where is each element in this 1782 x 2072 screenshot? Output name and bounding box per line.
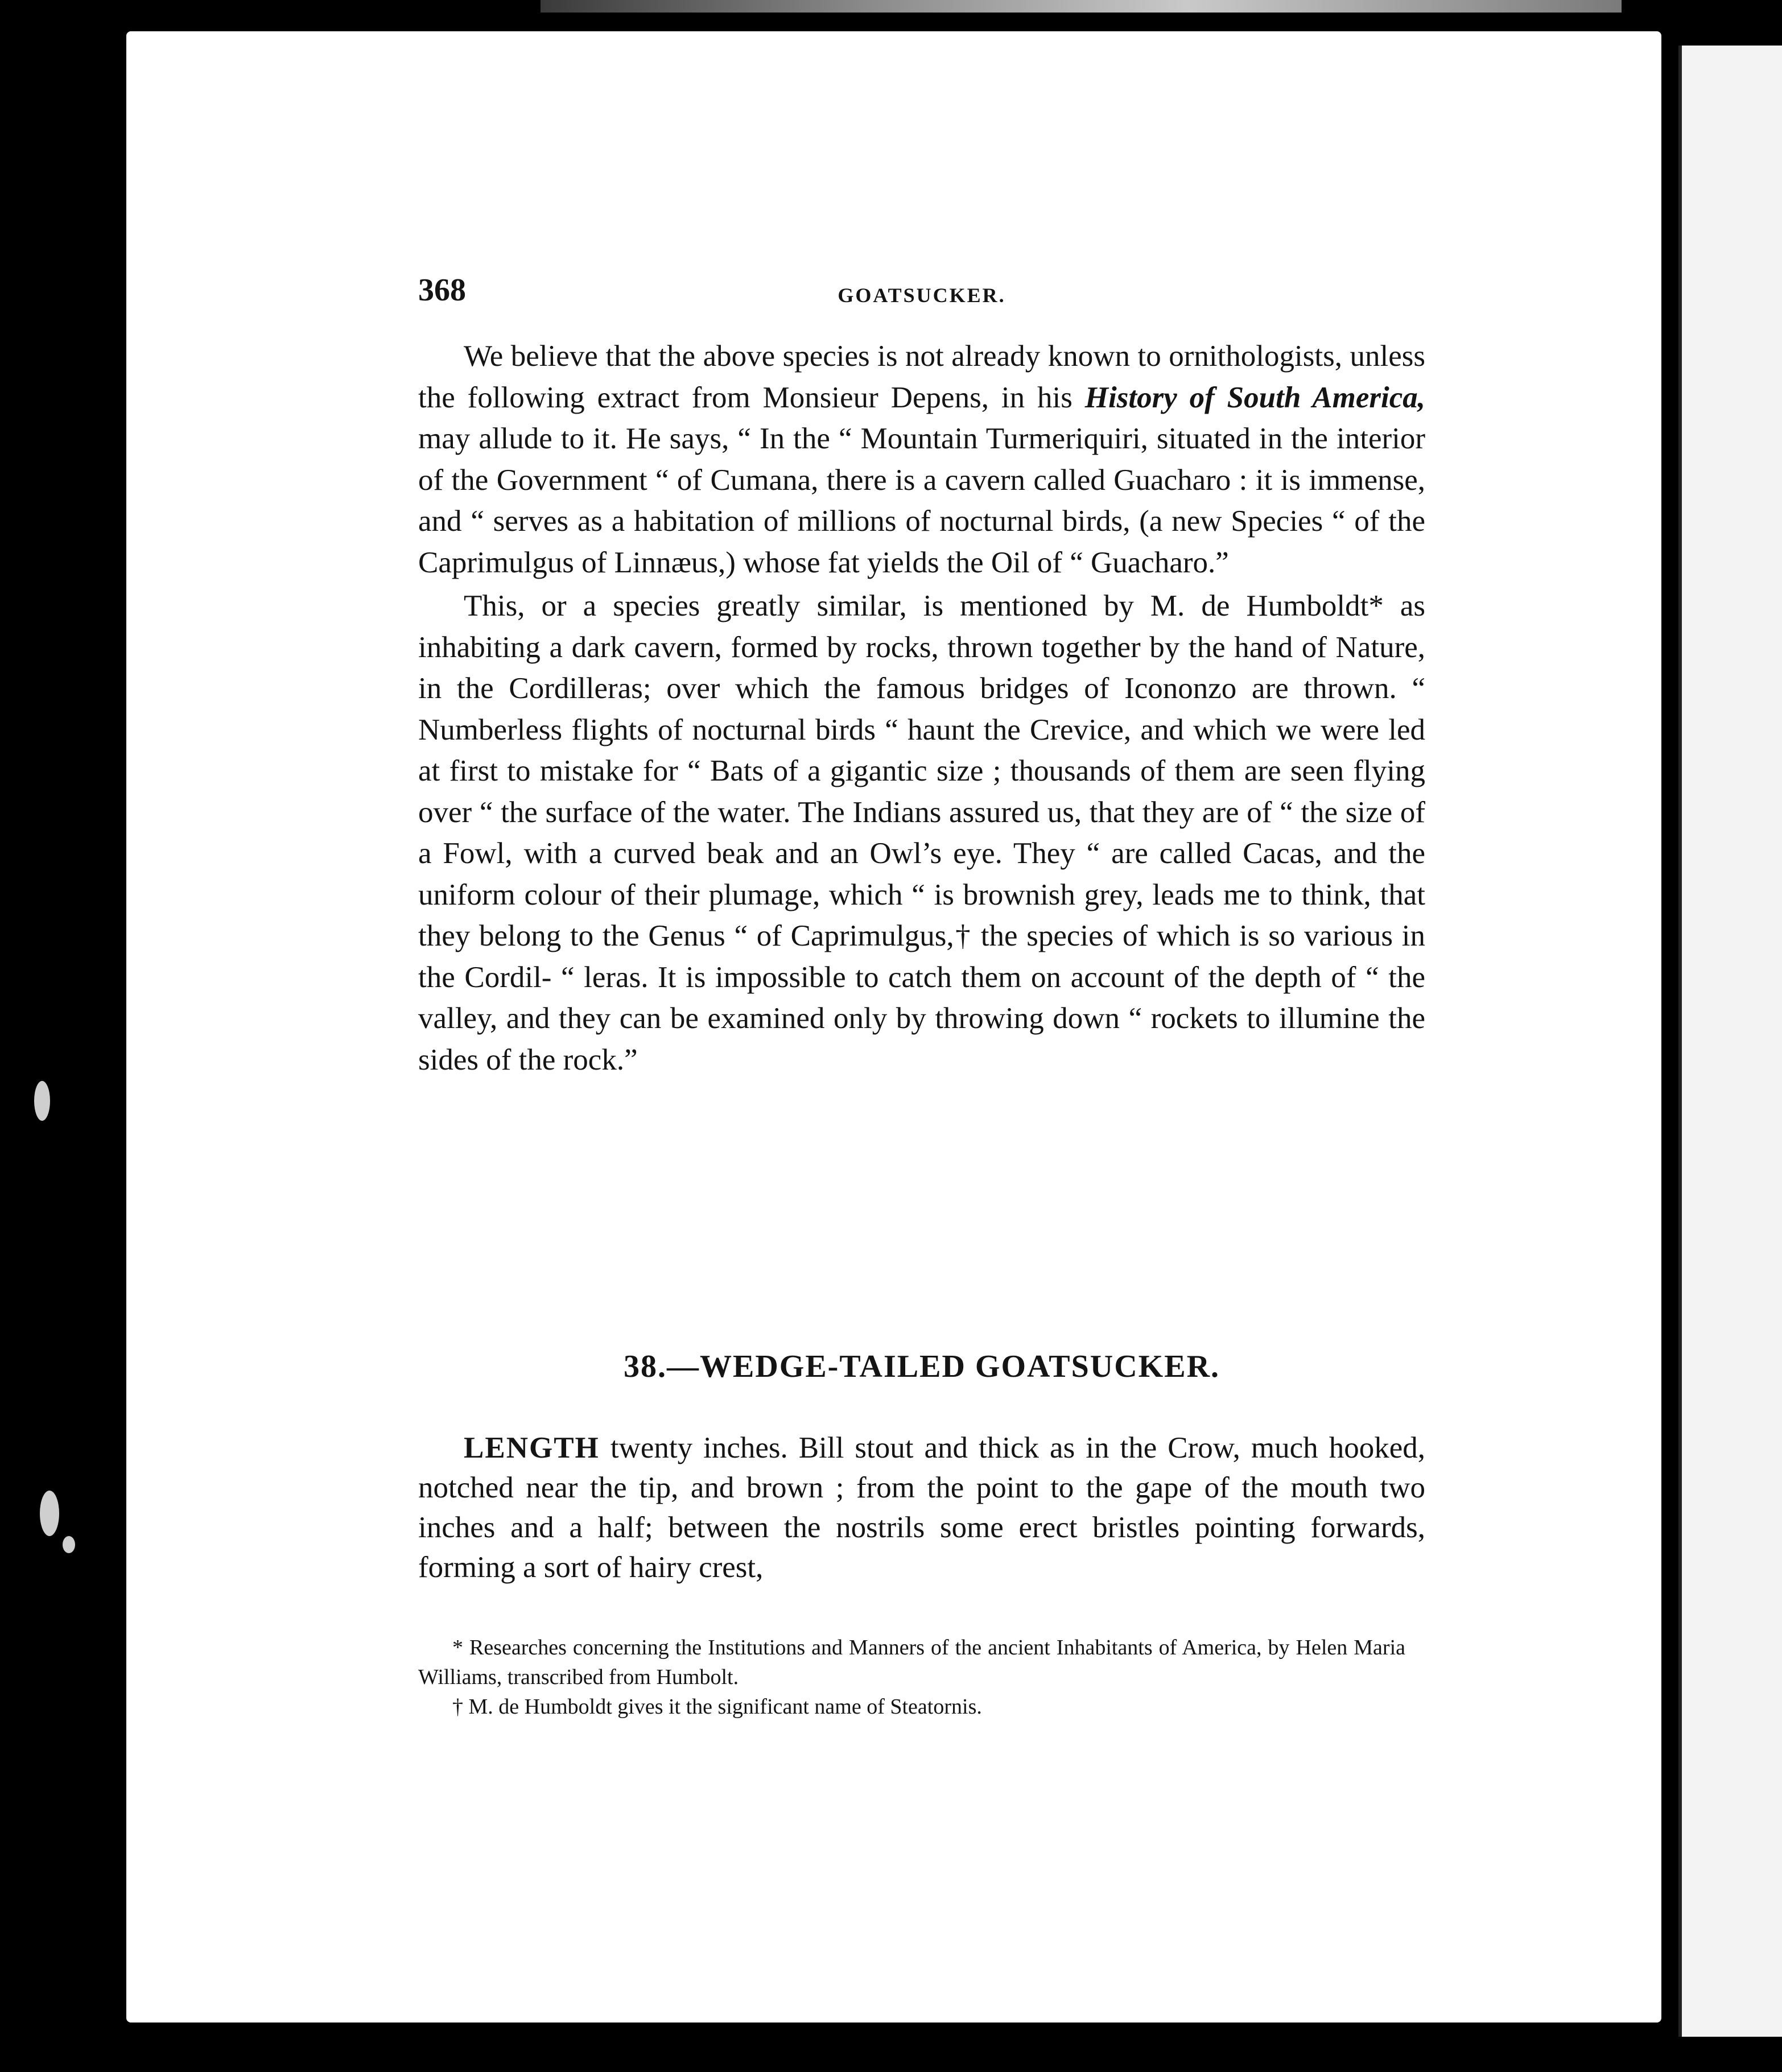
page-header: [418, 272, 1425, 312]
section-lead-word: LENGTH: [464, 1431, 600, 1464]
main-text: [418, 336, 1425, 1080]
paragraph-depens-after: may allude to it. He says, “ In the “ Mountain Turmeriquiri, situated in the interior of the Government “ of Cumana, there is a cavern called Guacharo : it is immense, and “ serves as a habitation of millions of nocturnal birds, (a new Species “ of the Caprimulgus of Linnæus,) whose fat yields the Oil of “ Guacharo.”: [418, 422, 1425, 579]
scan-speck: [40, 1491, 59, 1536]
footnote-dagger: † M. de Humboldt gives it the significant name of Steatornis.: [452, 1695, 982, 1719]
section-paragraph: [418, 1428, 1425, 1587]
paragraph-humboldt: This, or a species greatly similar, is mentioned by M. de Humboldt* as inhabiting a dark cavern, formed by rocks, thrown together by the hand of Nature, in the Cordilleras; over which the famous bridges of Icononzo are thrown. “ Numberless flights of nocturnal birds “ haunt the Crevice, and which we were led at first to mistake for “ Bats of a gigantic size ; thousands of them are seen flying over “ the surface of the water. The Indians assured us, that they are of “ the size of a Fowl, with a curved beak and an Owl’s eye. They “ are called Cacas, and the uniform colour of their plumage, which “ is brownish grey, leads me to think, that they belong to the Genus “ of Caprimulgus,† the species of which is so various in the Cordil- “ leras. It is impossible to catch them on account of the depth of “ the valley, and they can be examined only by throwing down “ rockets to illumine the sides of the rock.”: [418, 589, 1425, 1076]
section-title: 38.—WEDGE-TAILED GOATSUCKER.: [623, 1349, 1220, 1384]
scan-speck: [63, 1536, 75, 1553]
page-number: 368: [418, 273, 466, 308]
paragraph-depens-before: We believe that the above species is not already known to ornithologists, unless the following extract from Monsieur Depens, in his: [418, 340, 1425, 414]
book-title: History of South America,: [1084, 381, 1426, 414]
running-head: GOATSUCKER.: [838, 284, 1006, 307]
footnote-star: * Researches concerning the Institutions and Manners of the ancient Inhabitants of America, by Helen Maria Williams, transcribed from Humbolt.: [418, 1636, 1405, 1689]
section-paragraph-text: twenty inches. Bill stout and thick as in the Crow, much hooked, notched near the tip, and brown ; from the point to the gape of the mouth two inches and a half; between the nostrils some erect bristles pointing forwards, forming a sort of hairy crest,: [418, 1431, 1425, 1584]
section-body: [418, 1428, 1425, 1587]
paragraph-depens: [418, 336, 1425, 583]
scan-top-strip: [541, 0, 1622, 13]
adjacent-page-edge: [1678, 46, 1782, 2037]
footnotes: [418, 1633, 1405, 1722]
scan-speck: [34, 1081, 50, 1121]
